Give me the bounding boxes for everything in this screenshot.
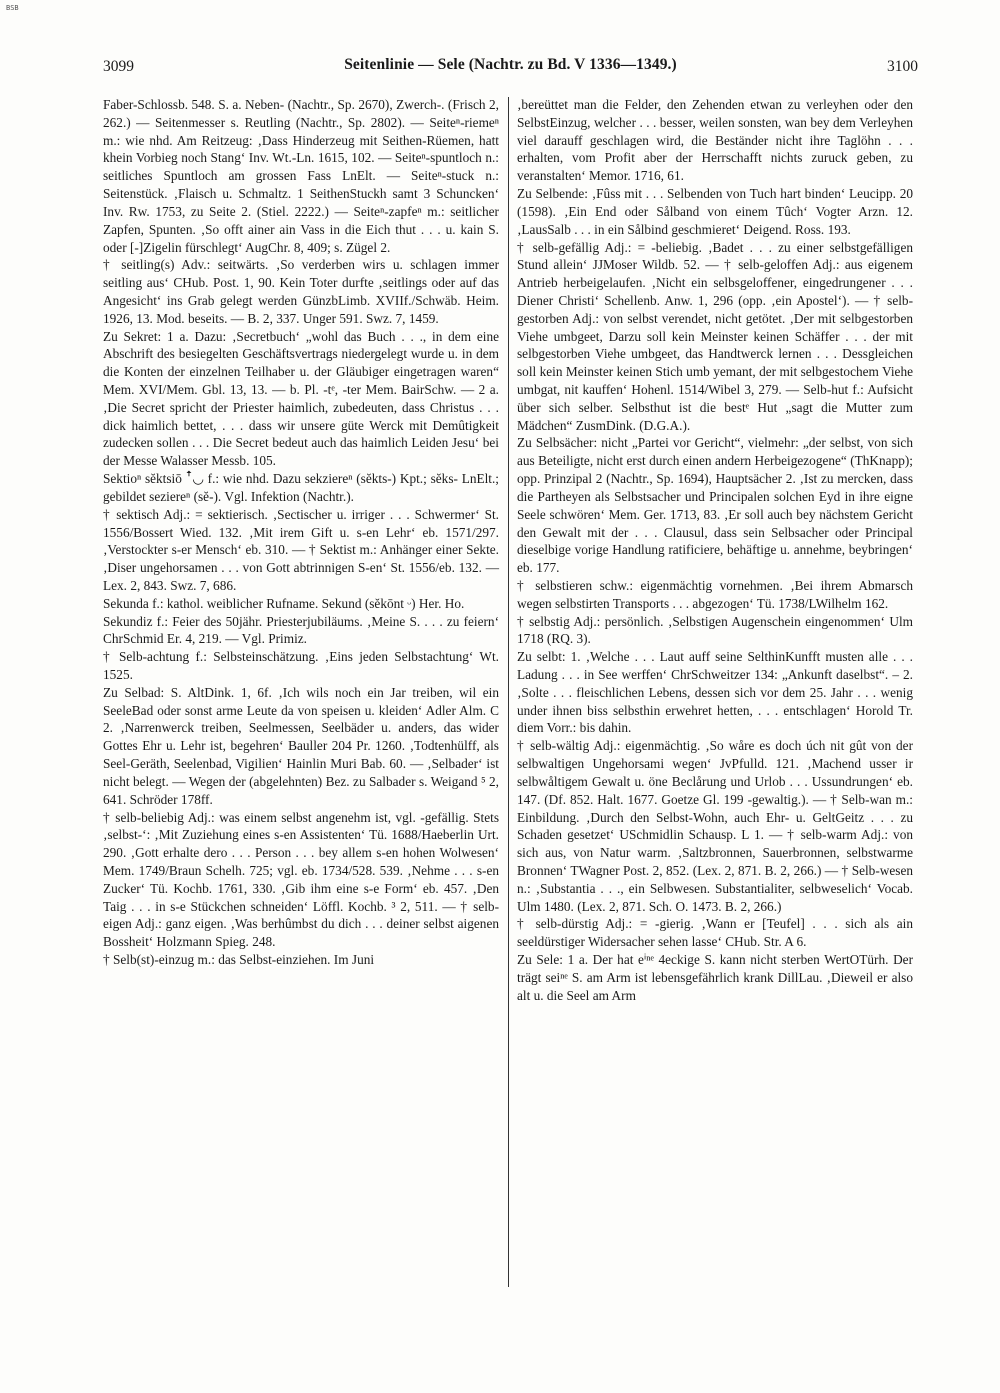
entry-paragraph: † selbstig Adj.: persönlich. ‚Selbstigen Augenschein eingenommen‘ Ulm 1718 (RQ. 3). — [517, 613, 913, 647]
entry-paragraph: Zu Selbsächer: nicht „Partei vor Gericht“, vielmehr: „der selbst, von sich aus Beteiligte, nicht erst durch einen andern Herbeigezogene“ (ThKnapp); opp. Prinzipal 2 (Nachtr., Sp. 1694), Hauptsächer 2. ‚Ist zu mercken, dass die Partheyen als Selbstsacher und Principalen solchen Eyd in ihre eigne Seele schwören‘ Mem. Ger. 1713, 83. ‚Er soll auch bey nächstem Gericht den Gewalt mit der . . . Clausul, dass sein Selbsacher oder Principal dieselbige vorige Handlung ratificiere, behäftige u. annehme, beybringen‘ eb. 177. — [517, 435, 913, 576]
entry-paragraph: ‚bereüttet man die Felder, den Zehenden etwan zu verleyhen oder den SelbstEinzug, welcher . . . besser, weilen sonsten, wan bey dem Verleyhen viel darauff geschlagen wird, die Beständer nicht ihre Taglöhn . . . erhalten, vom Profit aber der Herrschafft nichts zuruck geben, zu veranstalten‘ Memor. 1716, 61. — [517, 97, 913, 184]
entry-paragraph: † seitling(s) Adv.: seitwärts. ‚So verderben wirs u. schlagen immer seitling aus‘ CHub. Post. 1, 90. Kein Toter durfte ‚seitlings oder auf das Angesicht‘ ins Grab gelegt werden GünzbLimb. XVIIf./Schwäb. Heim. 1926, 13. Mod. beseits. — B. 2, 337. Unger 591. Swz. 7, 1459. — [103, 257, 499, 326]
entry-paragraph: Faber-Schlossb. 548. S. a. Neben- (Nachtr., Sp. 2670), Zwerch-. (Frisch 2, 262.) — Seitenmesser s. Reutling (Nachtr., Sp. 2802). — Seiteⁿ-riemeⁿ m.: wie nhd. Am Reitzeug: ‚Dass Hinderzeug mit Seithen-Rüemen, hatt khein Vorbieg noch Stang‘ Inv. Wt.-Ln. 1615, 102. — Seiteⁿ-spuntloch n.: seitliches Spuntloch am grossen Fass LnElt. — Seiteⁿ-stuck n.: Seitenstück. ‚Flaisch u. Schmaltz. 1 SeithenStuckh samt 3 Schuncken‘ Inv. Rw. 1753, zu Seite 2. (Stiel. 2222.) — Seiteⁿ-zapfeⁿ m.: seitlicher Zapfen, Spunten. ‚So offt ainer ain Vass in die Eich thut . . . u. kain S. oder [-]Zigelin fürschlegt‘ AugChr. 8, 409; s. Zügel 2. — [103, 97, 499, 255]
running-title: Seitenlinie — Sele (Nachtr. zu Bd. V 1336—1349.) — [344, 56, 677, 73]
page-number-left: 3099 — [103, 58, 134, 75]
entry-paragraph: Zu Selbende: ‚Fûss mit . . . Selbenden von Tuch hart binden‘ Leucipp. 20 (1598). ‚Ein End oder Sålband von einem Tûch‘ Vogter Arzn. 12. ‚LausSalb . . . in ein Sålbind geschmieret‘ Deigend. Ross. 193. — [517, 186, 913, 237]
entry-paragraph: Sekundiz f.: Feier des 50jähr. Priesterjubiläums. ‚Meine S. . . . zu feiern‘ ChrSchmid Er. 4, 219. — Vgl. Primiz. — [103, 613, 499, 647]
entry-paragraph: Zu selbt: 1. ‚Welche . . . Laut auff seine SelthinKunfft musten alle . . . Ladung . . . in See werffen‘ ChrSchweitzer 134: „Ankunft daselbst“. – 2. ‚Solte . . . fleischlichen Lebens, dessen sich vor dem 25. Jahr . . . wenig under ihnen biss selbsthin erwehret hetten, . . . entschlagen‘ Horold Tr. diem Vorr.: bis dahin. — [517, 649, 913, 736]
entry-paragraph: Zu Sele: 1 a. Der hat eⁱⁿᵉ 4eckige S. kann nicht sterben WertOTürh. Der trägt seiⁿᵉ S. am Arm ist lebensgefährlich krank DillLau. ‚Dieweil er also alt u. die Seel am Arm — [517, 952, 913, 1003]
entry-paragraph: † sektisch Adj.: = sektierisch. ‚Sectischer u. irriger . . . Schwermer‘ St. 1556/Bossert Wied. 132. ‚Mit irem Gift u. s-en Lehr‘ eb. 1571/297. ‚Verstockter s-er Mensch‘ eb. 310. — † Sektist m.: Anhänger einer Sekte. ‚Diser ungehorsamen . . . von Gott abtrinnigen S-en‘ St. 1556/eb. 132. — Lex. 2, 843. Swz. 7, 686. — [103, 506, 499, 593]
page-number-right: 3100 — [887, 58, 918, 75]
left-column — [103, 96, 499, 969]
entry-paragraph: Zu Sekret: 1 a. Dazu: ‚Secretbuch‘ „wohl das Buch . . ., in dem eine Abschrift des besiegelten Geschäftsvertrags niedergelegt wurde u. in dem die Konten der einzelnen Teilhaber u. der Gläubiger eingetragen waren“ Mem. XVI/Mem. Gbl. 13, 13. — b. Pl. -tᵉ, -ter Mem. BairSchw. — 2 a. ‚Die Secret spricht der Priester haimlich, zubedeuten, dass Christus . . . dick haimlich bettet, . . . dass wir unsere güte Werck mit Demûtigkeit zudecken sollen . . . Die Secret bedeut auch das haimlich Leiden Jesu‘ bei der Messe Walasser Messb. 105. — [103, 328, 499, 469]
entry-paragraph: Sekunda f.: kathol. weiblicher Rufname. Sekund (sĕkōnt ᵕ) Her. Ho. — [103, 595, 465, 611]
column-divider — [508, 97, 509, 1287]
entry-paragraph: † selb-beliebig Adj.: was einem selbst angenehm ist, vgl. -gefällig. Stets ‚selbst-‘: ‚Mit Zuziehung eines s-en Assistenten‘ Tü. 1688/Haeberlin Urt. 290. ‚Gott erhalte dero . . . Person . . . bey allem s-en hohen Wolwesen‘ Mem. 1749/Braun Schelh. 725; vgl. eb. 1734/528. 539. ‚Nehme . . . s-en Zucker‘ Tü. Kochb. 1761, 330. ‚Gib ihm eine s-e Form‘ eb. 457. ‚Den Taig . . . in s-e Stückchen schneiden‘ Löffl. Kochb. ³ 2, 511. — † selb-eigen Adj.: ganz eigen. ‚Was berhûmbst du dich . . . deiner selbst aigenen Bossheit‘ Holzmann Spieg. 248. — [103, 809, 499, 950]
entry-paragraph: Zu Selbad: S. AltDink. 1, 6f. ‚Ich wils noch ein Jar treiben, wil ein SeeleBad oder sonst arme Leute da von speisen u. kleiden‘ Adler Alm. C 2. ‚Narrenwerck treiben, Seelmessen, Seelbäder u. anders, das wider Gottes Ehr u. Lehr ist, begehren‘ Bauller 204 Pr. 1260. ‚Todtenhülff, als Seel-Geräth, Seelenbad, Vigilien‘ Hainlin Muri Bab. 60. — ‚Selbader‘ ist nicht belegt. — Wegen der (abgelehnten) Bez. zu Salbader s. Weigand ⁵ 2, 641. Schröder 178ff. — [103, 684, 499, 807]
entry-paragraph: † selb-dürstig Adj.: = -gierig. ‚Wann er [Teufel] . . . sich als ain seeldürstiger Widersacher sehen lasse‘ CHub. Str. A 6. — [517, 916, 913, 950]
library-stamp: BSB — [6, 4, 19, 12]
entry-paragraph: † selb-wältig Adj.: eigenmächtig. ‚So wåre es doch úch nit gût von der selbwaltigen Ungehorsami wegen‘ JvPfulld. 121. ‚Machend usser ir selbwåltigem Gewalt u. öne Beclårung und Urlob . . . Ussundrungen‘ eb. 147. (Df. 852. Halt. 1677. Goetze Gl. 199 -gewaltig.). — † Selb-wan m.: Einbildung. ‚Durch den Selbst-Wohn, auch Ehr- u. GeltGeitz . . . zu Schaden gesetzet‘ USchmidlin Schausp. L 1. — † selb-warm Adj.: von sich aus, von Natur warm. ‚Saltzbronnen, Sauerbronnen, selbstwarme Bronnen‘ TWagner Post. 2, 852. (Lex. 2, 871. B. 2, 266.) — † Selb-wesen n.: ‚Substantia . . ., ein Selbwesen. Substantialiter, selbweselich‘ Vocab. Ulm 1480. (Lex. 2, 871. Sch. O. 1473. B. 2, 266.) — [517, 738, 913, 914]
page-header — [103, 56, 918, 78]
entry-paragraph: † Selb(st)-einzug m.: das Selbst-einziehen. Im Juni — [103, 952, 375, 967]
entry-paragraph: † selbstieren schw.: eigenmächtig vornehmen. ‚Bei ihrem Abmarsch wegen selbstirten Transports . . . abgezogen‘ Tü. 1738/LWilhelm 162. — [517, 577, 913, 611]
entry-paragraph: † selb-gefällig Adj.: = -beliebig. ‚Badet . . . zu einer selbstgefälligen Stund allein‘ JJMoser Wildb. 52. — † selb-geloffen Adj.: aus eigenem Antrieb herbeigelaufen. ‚Nicht ein selbsgeloffener, eingedrungener . . . Diener Christi‘ Schellenb. Anw. 1, 296 (opp. ‚ein Apostel‘). — † selb-gestorben Adj.: von selbst verendet, nicht getötet. ‚Der mit selbgestorben Viehe umbgeet, Darzu soll kein Meinster keinen Schäffer . . . der mit selbgestorben Viehe umbgeet, das Handtwerck lernen . . . Dessgleichen soll kein Meinster keinen Stich umb yemant, der mit selbgestochem Viehe umbgat, nit kauffen‘ Hohenl. 1514/Wibel 3, 279. — Selb-hut f.: Aufsicht über sich selber. Selbsthut ist die bestᵉ Hut „sagt die Mutter zum Mädchen“ ZusmDink. (D.G.A.). — [517, 239, 913, 433]
right-column — [517, 96, 913, 1004]
entry-paragraph: Sektioⁿ sĕktsiō ꜛ◡ f.: wie nhd. Dazu sekziereⁿ (sĕkts-) Kpt.; sĕks- LnElt.; gebildet seziereⁿ (sĕ-). Vgl. Infektion (Nachtr.). — [103, 471, 499, 504]
entry-paragraph: † Selb-achtung f.: Selbsteinschätzung. ‚Eins jeden Selbstachtung‘ Wt. 1525. — [103, 649, 499, 682]
